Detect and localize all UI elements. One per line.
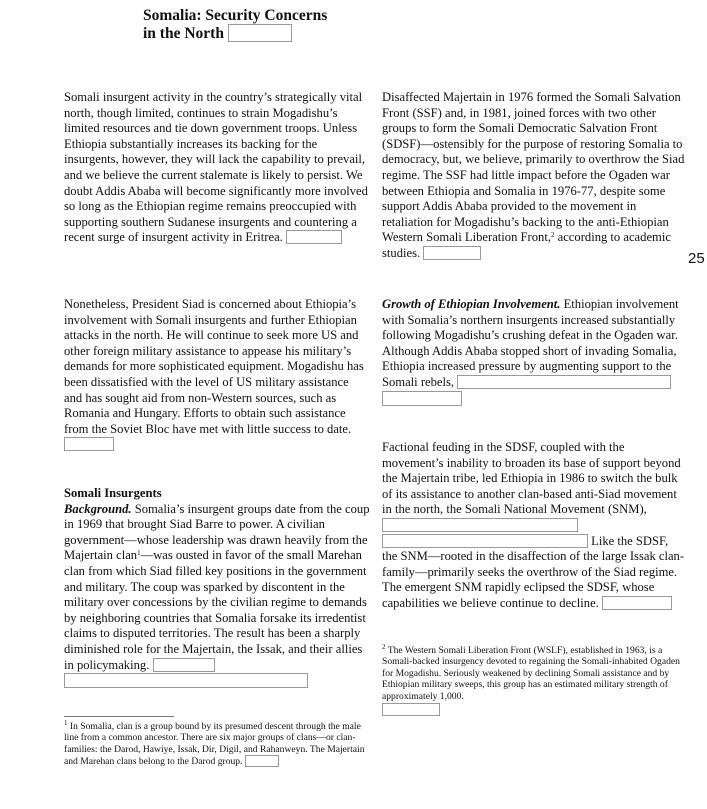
redaction-box — [228, 24, 292, 42]
footnote-1: $^1$ In Somalia, clan is a group bound by its presumed descent through the male line from a common ancestor. There are six major groups of clans—or clan-families: the Darod, Hawiye, Issak, Dir, Digil, and Rahanweyn. The Majertain and Marehan clans belong to the Darod group. — [64, 719, 365, 768]
redaction-box — [64, 437, 114, 451]
left-section — [64, 486, 370, 688]
redaction-box — [382, 534, 588, 548]
redaction-box — [382, 703, 440, 716]
page-number: 25 — [688, 250, 705, 267]
redaction-box — [245, 755, 279, 767]
footnote-2: $^2$ The Western Somali Liberation Front (WSLF), established in 1963, is a Somali-backed insurgency devoted to regaining the Somali-inhabited Ogaden for Mogadishu. Seriously weakened by declining Somali assistance and by Ethiopian military sweeps, this group has an estimated military strength of approximately 1,000. — [382, 645, 688, 716]
redaction-box — [457, 375, 671, 389]
left-paragraph-1: Somali insurgent activity in the country’s strategically vital north, though limited, continues to strain Mogadishu’s limited resources and tie down government troops. Unless Ethiopia substantially increases its backing for the insurgents, however, they will lack the capability to prevail, and we believe the current stalemate is likely to persist. We doubt Addis Ababa will become significantly more involved so long as the Ethiopian regime remains preoccupied with supporting southern Sudanese insurgents and countering a recent surge of insurgent activity in Eritrea. — [64, 90, 368, 245]
footnote-marker: 1 — [64, 719, 68, 727]
redacted-line: Like the SDSF, — [382, 534, 688, 550]
redaction-box — [286, 230, 342, 244]
redaction-box — [382, 391, 462, 406]
title-line-2: in the North — [143, 24, 327, 42]
document-title — [143, 7, 327, 42]
section-heading: Somali Insurgents — [64, 486, 162, 500]
redaction-box — [153, 658, 215, 672]
subhead-background: Background. — [64, 501, 132, 516]
left-paragraph-2: Nonetheless, President Siad is concerned about Ethiopia’s involvement with Somali insurgents and further Ethiopian attacks in the north. He will continue to seek more US and other foreign military assistance to appease his military’s demands for more sophisticated equipment. Mogadishu has been dissatisfied with the level of US military assistance and has sought aid from non-Western sources, such as Romania and Hungary. Efforts to obtain such assistance from the Soviet Bloc have met with little success to date. — [64, 297, 370, 453]
footnote-marker: 1 — [137, 549, 141, 558]
redaction-box — [602, 596, 672, 610]
title-line-1: Somalia: Security Concerns — [143, 7, 328, 24]
right-paragraph-2: Growth of Ethiopian Involvement. Ethiopian involvement with Somalia’s northern insurgents increased substantially following Mogadishu’s crushing defeat in the Ogaden war. Although Addis Ababa stopped short of invading Somalia, Ethiopia increased pressure by augmenting support to the Somali rebels, — [382, 297, 686, 406]
right-paragraph-3: Factional feuding in the SDSF, coupled with the movement’s inability to broaden its base of support beyond the Majertain tribe, led Ethiopia in 1986 to switch the bulk of its assistance to another clan-based anti-Siad movement in the north, the Somali National Movement (SNM), Like the SDSF, the SNM—rooted in the disaffection of the large Issak clan-family—primarily seeks the overthrow of the Siad regime. The emergent SNM rapidly eclipsed the SDSF, whose capabilities we believe continue to decline. — [382, 440, 688, 612]
footnote-divider — [64, 716, 174, 717]
redaction-box — [423, 246, 481, 260]
footnote-marker: 2 — [382, 643, 386, 651]
redaction-box — [64, 673, 308, 688]
left-paragraph-3: Background. Somalia’s insurgent groups date from the coup in 1969 that brought Siad Barre to power. A civilian government—whose leadership was drawn heavily from the Majertain clan$^1$—was ousted in favor of the small Marehan clan from which Siad filled key positions in the government and military. The coup was sparked by discontent in the military over concessions by the civilian regime to demands by neighboring countries that Somalia forsake its irredentist claims to disputed territories. The result has been a sharply diminished role for the Majertain, the Issak, and their allies in policymaking. — [64, 501, 370, 672]
redaction-box — [382, 518, 578, 532]
right-paragraph-1: Disaffected Majertain in 1976 formed the Somali Salvation Front (SSF) and, in 1981, joined forces with two other groups to form the Somali Democratic Salvation Front (SDSF)—ostensibly for the purpose of restoring Somalia to democracy, but, we believe, primarily to overthrow the Siad regime. The SSF had little impact before the Ogaden war between Ethiopia and Somalia in 1976-77, despite some support Addis Ababa provided to the movement in retaliation for Mogadishu’s backing to the anti-Ethiopian Western Somali Liberation Front,$^2$ according to academic studies. — [382, 90, 685, 260]
subhead-growth: Growth of Ethiopian Involvement. — [382, 297, 561, 311]
footnote-marker: 2 — [550, 231, 555, 240]
